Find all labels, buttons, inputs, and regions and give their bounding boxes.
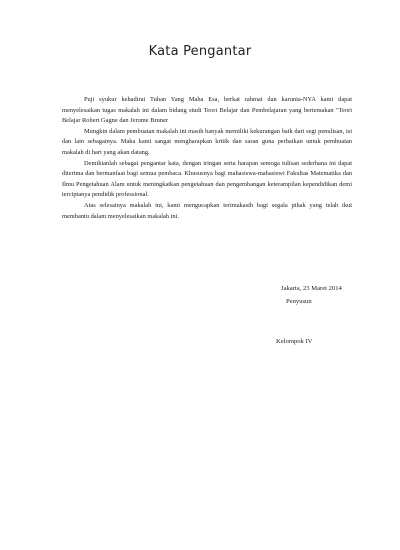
- paragraph-2: Mungkin dalam pembuatan makalah ini masih banyak memiliki kekurangan baik dari segi penulisan, isi dan lain sebagainya. Maka kami sangat mengharapkan kritik dan saran guna perbaikan untuk pembuatan makalah di hari yang akan datang.: [62, 127, 352, 156]
- paragraph-4: Atas selesainya makalah ini, kami mengucapkan terimakasih bagi segala pihak yang telah ikut membantu dalam menyelesaikan makalah ini.: [62, 201, 352, 220]
- paragraph-3: Demikianlah sebagai pengantar kata, dengan iringan serta harapan semoga tulisan sederhana ini dapat diterima dan bermanfaat bagi semua pembaca. Khususnya bagi mahasiswa-mahasiswi Fakultas Matematika dan Ilmu Pengetahuan Alam untuk meningkatkan pengetahuan dan pengembangan keterampilan kependidikan demi terciptanya pendidik professional.: [62, 159, 352, 199]
- signoff-author: Kelompok IV: [276, 338, 313, 345]
- document-body: [62, 95, 352, 222]
- signoff-role: Penyusun: [286, 298, 312, 305]
- paragraph-1: Puji syukur kehadirat Tuhan Yang Maha Esa, berkat rahmat dan karunia-NYA kami dapat menyelesaikan tugas makalah ini dalam bidang studi Teori Belajar dan Pembelajaran yang bertemakan "Teori Belajar Robert Gagne dan Jerome Bruner: [62, 96, 352, 125]
- signoff-place-date: Jakarta, 23 Maret 2014: [281, 285, 342, 292]
- page-title: Kata Pengantar: [148, 44, 252, 59]
